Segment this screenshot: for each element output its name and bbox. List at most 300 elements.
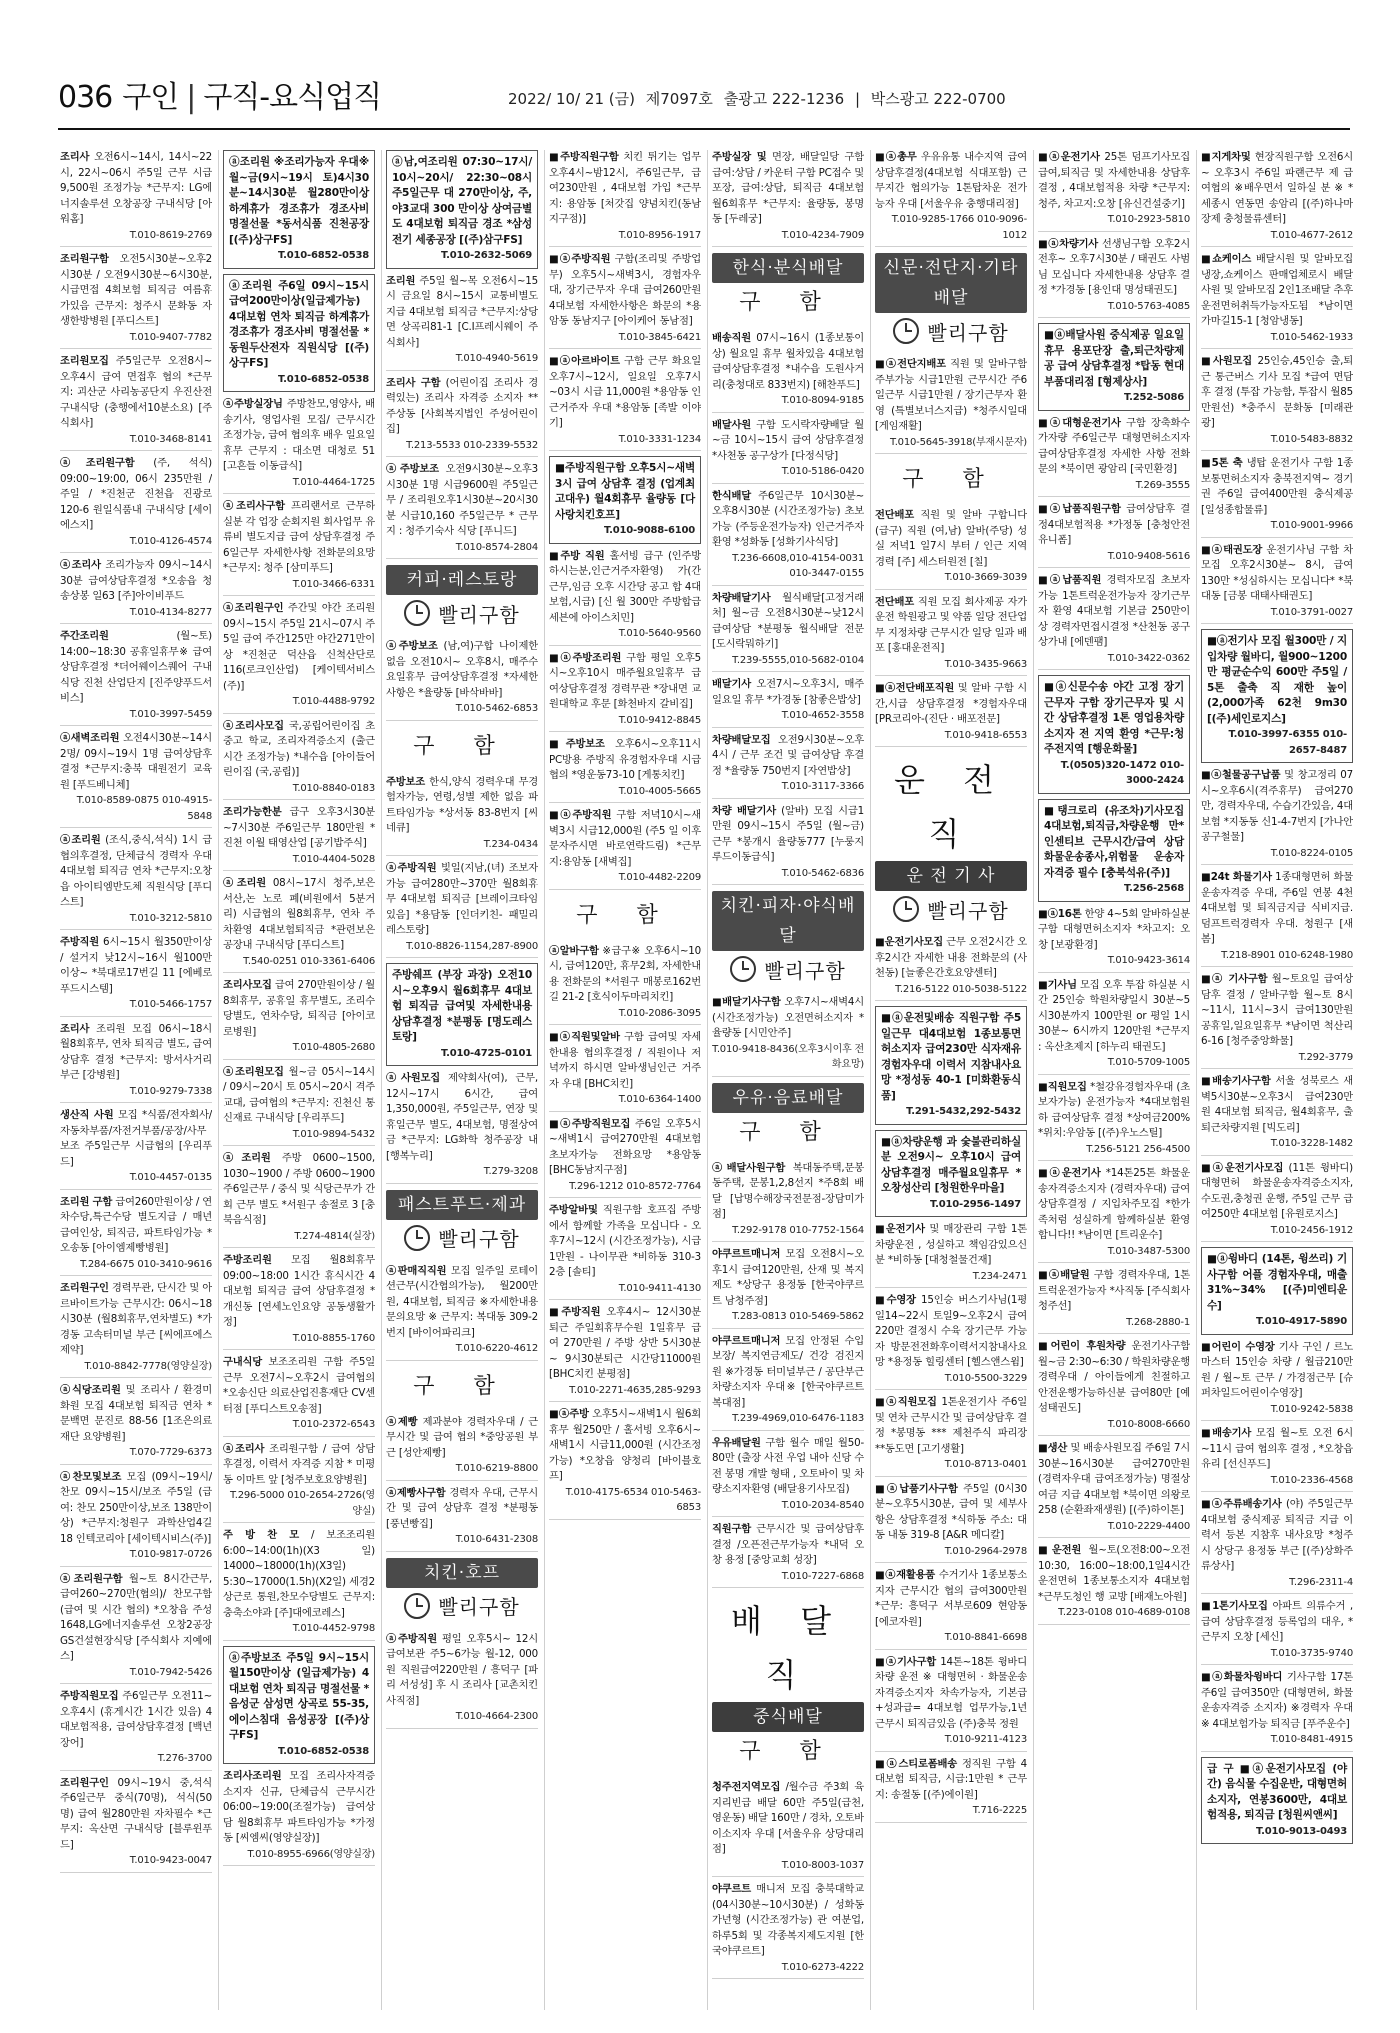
classified-ad xyxy=(1201,972,1353,1069)
ad-title: ■ⓐ대형운전기사 xyxy=(1038,416,1121,429)
ad-title: ■ⓐ화물차윙바디 xyxy=(1201,1671,1283,1683)
ad-body: 프리랜서로 근무하실분 각 업장 순회지원 회사업무 유류비 별도지급 급여 상담후결정 주6일근무 자세한사항 전화문의요망 *근무지: 청주 [삼미푸드] xyxy=(223,500,375,574)
ad-title: ⓐ조리사 xyxy=(223,1442,265,1455)
ad-title: ■주방직원 xyxy=(549,1306,601,1318)
ad-body: 오후4시~ 12시30분퇴근 주일회휴무수원 1일휴무 급여 270만원 / 주방 상반 5시30분~ 9시30분퇴근 시간당11000원 [BHC치킨 분평점] xyxy=(549,1306,701,1380)
ad-title: 조리사조리원 xyxy=(223,1770,282,1782)
urgent-hire-label: 빨리구함 xyxy=(875,313,1027,349)
ad-title: 급 구 ■ⓐ운전기사모집 xyxy=(1207,1762,1326,1775)
ad-title: ■ⓐ주방 xyxy=(549,1408,589,1420)
ad-body: 오전9시30분~오후4시 / 근무 조건 및 급여상담 후결정 *율량동 750번지 [자연밥상] xyxy=(712,733,864,777)
classified-ad xyxy=(875,1757,1027,1823)
ad-body: 평일 오후5시~ 12시 급여보관 주5~6가능 월-12, 000원 직원급여220만원 / 흥덕구 [파리 서성성] 후 시 조리사 [교촌치킨 사직점] xyxy=(386,1632,538,1707)
classified-ad xyxy=(386,1264,538,1361)
ad-phone: T.239-4969,010-6476-1183 xyxy=(732,1413,864,1424)
ad-title: ■ⓐ운전기사 xyxy=(1038,151,1100,163)
ad-body: (월~토) 14:00~18:30 공휴일휴무※ 급여상담후결정 *더어웨이스퀘어 구내식당 진천 산업단지 [진주양푸드서비스] xyxy=(60,630,212,704)
ad-phone: T.239-5555,010-5682-0104 xyxy=(732,654,864,666)
ad-body: (주, 석식) 09:00~19:00, 06시 235만원 / 주일 / *진천군 진천읍 진광로 120-6 원일식품내 구내식당 [세이에스지] xyxy=(60,457,212,531)
ad-body: 경력무관, 단시간 및 아르바이트가능 근무시간: 06시~18시30분 (월8회휴무,연차별도) *가경동 고속터미널 부근 [씨에프에스제약] xyxy=(60,1282,212,1356)
ad-phone: T.010-5186-0420 xyxy=(781,466,864,477)
section-delivery-etc xyxy=(875,253,1027,349)
classified-ad xyxy=(1201,354,1353,451)
classified-ad xyxy=(60,833,212,930)
classified-ad xyxy=(223,805,375,871)
classified-ad xyxy=(549,1203,701,1300)
classified-ad xyxy=(1201,252,1353,349)
ad-title: ■ⓐ주방직원모집 xyxy=(549,1117,631,1130)
ad-body: 오전9시30분~오후3시30분 1명 시급9600원 주5일근무 / 조리원오후1시30분~20시30분 시급10,160 주5일근무 * 근무지 : 청주기숙사 식당 [푸니드] xyxy=(386,463,538,537)
urgent-hire-label: 빨리구함 xyxy=(386,1588,538,1624)
section-band: 운 전 기 사 xyxy=(875,861,1027,891)
ad-title: ■ⓐ배달원 xyxy=(1038,1269,1090,1281)
ad-title: ■ⓐ신문수송 xyxy=(1044,681,1108,693)
ad-title: ⓐ판매직직원 xyxy=(386,1264,447,1277)
ad-phone: T.010-3791-0027 xyxy=(1270,606,1353,618)
ad-title: 조리원구인 xyxy=(60,1776,109,1789)
ad-phone: T.010-2372-6543 xyxy=(292,1419,375,1430)
ad-body: 오후5시~새벽1시 월6회 휴무 월250만 / 홀서빙 오후6시~새벽1시 시급11,000원 (시간조정가능) *오창읍 양청리 [바이블호프] xyxy=(549,1408,701,1482)
ad-title: ■배달기사구함 xyxy=(712,996,781,1008)
ad-body: (어린이집 조리사 경력있는) 조리사 자격증 소지자 **주상동 [사회복지법인 주성어린이집] xyxy=(386,376,538,435)
ad-phone: T.010-4134-8277 xyxy=(129,606,212,618)
ad-phone: T.010-7942-5426 xyxy=(129,1666,212,1678)
ad-body: 경력자모집 초보자가능 1톤트럭운전가능자 장기근무자 환영 4대보험 기본급 250만이상 경력자면접시결정 *산천동 공구상가내 [에덴팸] xyxy=(1038,574,1190,648)
ad-title: ■주방직원구함 xyxy=(549,151,619,163)
ad-title: ⓐ조리원 xyxy=(60,834,101,846)
classified-ad xyxy=(386,639,538,721)
ad-title: ■ⓐ전기사 xyxy=(1207,635,1258,647)
ad-phone: T.010-8094-9185 xyxy=(781,395,864,406)
ad-phone: T.010-9211-4123 xyxy=(944,1734,1027,1745)
ad-title: 조리사모집 xyxy=(223,979,272,991)
classified-ad xyxy=(549,808,701,890)
section-band: 치킨·호프 xyxy=(386,1558,538,1588)
ad-body: 주6일 09시~15시 급여200만이상(일급제가능) 4대보험 연차 퇴직금 하계휴가 경조휴가 경조사비 명절선물 *동원두산전자 직원식당 [(주)상구FS] xyxy=(229,279,369,369)
ad-phone: T.010-6852-0538 xyxy=(278,373,369,385)
ad-body: 모집 안정된 수입보장/ 복지연금제도/ 건강 검진지원 ※가경동 터미널부근 / 공단부근 차량소지자 우대※ [한국야쿠르트 복대점] xyxy=(712,1334,864,1409)
classified-ad xyxy=(386,274,538,371)
classified-ad xyxy=(60,1022,212,1104)
ad-title: 전단배포 xyxy=(875,595,914,608)
ad-phone: T.010-9894-5432 xyxy=(292,1128,375,1140)
ad-title: ⓐ조리원구함 xyxy=(60,1572,123,1585)
ad-phone: T.296-2311-4 xyxy=(1289,1576,1353,1588)
ad-phone: T.010-2086-3095 xyxy=(618,1007,701,1019)
classified-ad xyxy=(712,331,864,413)
ad-title: 구내식당 xyxy=(223,1356,262,1368)
ad-phone: T.010-3997-5459 xyxy=(129,708,212,720)
classified-ad xyxy=(1201,1599,1353,1665)
classified-ad xyxy=(1201,150,1353,247)
classified-ad xyxy=(549,1305,701,1402)
ad-body: 조리원구함 / 급여 상담후결정, 이력서 자격증 지참 * 미평동 이마트 앞 [청주보호요양병원] xyxy=(223,1442,375,1486)
classified-ad xyxy=(549,354,701,451)
ad-title: ⓐ주방직원 xyxy=(386,862,437,874)
ad-body: 월~토요일 급여상담후 결정 / 알바구함 월~토 8시~11시, 11시~3시 급여130만원 공휴일,일요일휴무 *남이면 척산리 6-16 [청주중앙화물] xyxy=(1201,973,1353,1047)
ad-body: 보조조리원 구함 주5일근무 오전7시~오후2시 급여협의 *오송신단 의료산업진흥재단 CV센터점 [푸디스트오송점] xyxy=(223,1356,375,1415)
category-name: 구직-요식업직 xyxy=(203,80,382,115)
classified-ad xyxy=(60,1689,212,1771)
classified-ad xyxy=(386,1486,538,1552)
column-4 xyxy=(549,150,701,2010)
ad-title: 배달사원 xyxy=(712,418,751,431)
ad-title: ⓐ조리원 xyxy=(229,156,270,168)
ad-title: ⓐ조리사구함 xyxy=(223,500,285,512)
ad-phone: T.010-4126-4574 xyxy=(129,535,212,547)
ad-title: 배달기사 xyxy=(712,678,751,690)
classified-ad xyxy=(386,462,538,559)
ad-body: 운전기사구함 월~금 2:30~6:30 / 학원차량운행경력우대 / 아이들에게 친절하고 안전운행가능하신분 급여80만 [예섬태권도] xyxy=(1038,1340,1190,1414)
ad-phone: T.010-3735-9740 xyxy=(1270,1647,1353,1659)
ad-title: ⓐ배달사원구함 xyxy=(712,1161,786,1174)
ad-title: ■ⓐ전단지배포 xyxy=(875,358,946,370)
ad-phone: T.010-7227-6868 xyxy=(781,1570,864,1582)
ad-body: 07시~16시 (1종보통이상) 월요일 휴무 월차있음 4대보험 급여상담후결정 *내수읍 도원사거리(충청대로 833번지) [해찬푸드] xyxy=(712,332,864,391)
ad-body: 복대동주택,문봉동주택, 문봉1,2,8선지 *주8회 배달 [납명수해장국전문점-장담미가점] xyxy=(712,1161,864,1220)
classified-ad xyxy=(875,1655,1027,1752)
ad-title: ■ⓐ총무 xyxy=(875,151,917,163)
classified-ad xyxy=(223,1528,375,1641)
ad-phone: T.010-2034-8540 xyxy=(781,1499,864,1511)
ad-body: (야) 주5일근무 4대보험 중식제공 퇴직금 지급 이력서 등본 지참후 내사요망 *청주시 상당구 용정동 부근 [(주)상화주류상사] xyxy=(1201,1498,1353,1572)
ad-title: ■ⓐ배달사원 xyxy=(1044,329,1106,341)
ad-title: ■ⓐ납품직원구함 xyxy=(1038,503,1121,515)
ad-body: 오전5시30분~오후2시30분 / 오전9시30분~6시30분, 시급면접 4회보험 퇴직금 여름휴가있음 근무지: 청주시 문화동 자생한방병원 [푸디스트] xyxy=(60,253,212,327)
classified-ad xyxy=(386,150,538,269)
ad-body: 서울 성북로스 새벽5시30분~오후3시 급여230만원 4대보험 퇴직금, 월4회휴무, 출퇴근차량지원 [빅도리] xyxy=(1201,1075,1353,1134)
ad-body: 25인승,45인승 출,퇴근 통근버스 기사 모집 *급여 면담 후 결정 (투잡 가능함, 투잡시 월85만원선) *충주시 문화동 [미래관광] xyxy=(1201,355,1353,429)
ad-title: 야쿠르트매니저 xyxy=(712,1248,781,1260)
ad-title: 주 방 찬 모 xyxy=(223,1529,299,1541)
ad-body: 모집 *식품/전자회사/자동차부품/자전거부품/공장/사무보조 주5일근무 시급협의 [우리푸드] xyxy=(60,1109,212,1168)
column-7 xyxy=(1038,150,1190,2010)
ad-phone: T.234-0434 xyxy=(483,838,538,850)
section-coffee xyxy=(386,565,538,631)
classified-ad xyxy=(223,150,375,269)
ad-phone: T.010-9412-8845 xyxy=(618,714,701,726)
classified-ad xyxy=(60,1281,212,1378)
ad-phone: T.010-3331-1234 xyxy=(618,433,701,445)
ad-phone: T.010-9001-9966 xyxy=(1270,520,1353,531)
ad-body: 및 배송사원모집 주6일 7시30분~16시30분 급여270만원 (경력자우대 급여조정가능) 명절상여금 지급 4대보험 *북이면 의왕로 258 (순환좌재생원) [(주)하이톤] xyxy=(1038,1442,1190,1516)
ad-body: (부장 과장) 오전10시~오후9시 월6회휴무 4대보험 퇴직금 급여및 자세한내용 상담후결정 *분평동 [명도레스토랑] xyxy=(392,969,532,1043)
classified-ad xyxy=(549,944,701,1026)
classified-ad xyxy=(712,1161,864,1243)
ad-phone: T.010-4664-2300 xyxy=(455,1711,538,1722)
classified-ad xyxy=(223,1442,375,1524)
classified-ad xyxy=(712,1882,864,1979)
ad-title: ■ⓐ차량기사 xyxy=(1038,237,1099,250)
ad-phone: T.010-2229-4400 xyxy=(1107,1520,1190,1532)
ad-body: 면장, 배달일당 구함 급여:상담 / 카운터 구함 PC접수 및 포장, 급여:상담, 퇴직금 4대보험 월6회휴무 *근무지: 율량동, 봉명동 [두레궁] xyxy=(712,151,864,225)
ad-body: 14톤~18톤 윙바디차량 운전 ※ 대형면허 · 화물운송자격증소지자 차속가능자, 기본급+성과급= 4대보험 업무가능,1년근무시 퇴직금있음 (주)충북 정원 xyxy=(875,1655,1027,1730)
classified-ad xyxy=(1038,323,1190,411)
ad-title: ⓐ남,여조리원 xyxy=(392,156,458,168)
ad-title: ■운전기사 xyxy=(875,1223,925,1235)
ad-body: 매니저 모집 충북대학교(04시30분~10시30분) / 성화동 가년형 (시간조정가능) 관 여분업, 하루5회 및 각종복지제도지원 [한국야쿠르트] xyxy=(712,1883,864,1957)
ad-body: (조식,중식,석식) 1시 급협의후결정, 단체급식 경력자 우대 4대보험 퇴직금 연차 *근무지:오창읍 아이티엠반도체 직원식당 [푸디스트] xyxy=(60,834,212,908)
ad-title: ■1톤기사모집 xyxy=(1201,1600,1268,1612)
ad-body: 08시~17시 청주,보은 서산,논 노로 폐(비원에서 5분거리) 시급협의 월8회휴무, 연차 주차환영 4대보험퇴직금 *관련보은공장내 구내식당 [푸디스트] xyxy=(223,877,375,951)
ad-body: 오후5시~새벽3시 급여 상담후 결정 (업계최고대우) 월4회휴무 율량동 [다사랑치킨호프] xyxy=(555,462,695,521)
section-korean-food: 한식·분식배달 구 함 xyxy=(712,253,864,323)
ad-title: ⓐ찬모및보조 xyxy=(60,1470,122,1483)
ad-phone: T.010-6219-8800 xyxy=(455,1463,538,1474)
ad-title: ■ⓐ주방직원 xyxy=(549,253,611,265)
ad-phone: T.256-2568 xyxy=(1124,883,1184,894)
classified-ad xyxy=(386,1071,538,1184)
ad-title: 조리원 구함 xyxy=(60,1195,113,1208)
classified-ad xyxy=(875,1293,1027,1390)
ad-title: 우유배달원 xyxy=(712,1436,761,1449)
ad-body: 한식,양식 경력우대 무경험자가능, 연령,성별 제한 없음 파트타임가능 *상서동 83-8번지 [씨네큐] xyxy=(386,775,538,834)
classified-ad xyxy=(1038,675,1190,794)
ad-body: 급구 오후3시30분~7시30분 주6일근무 180만원 *진천 이월 태영산업 [공기밥주식] xyxy=(223,806,375,849)
classified-ad xyxy=(875,595,1027,677)
section-hire: 구 함 xyxy=(902,467,1000,492)
column-3 xyxy=(386,150,538,2010)
ad-title: ⓐ사원모집 xyxy=(386,1072,440,1084)
classified-ad xyxy=(712,1247,864,1329)
ad-body: /월수금 주3회 육지리빈급 배달 60만 주5일(급천,영운동) 배달 160만 / 경차, 오토바이소지자 우대 [서울우유 상당대리점] xyxy=(712,1781,864,1855)
ad-body: 및 창고정리 07시~오후6시(격주휴무) 급여270만, 경력자우대, 수습기간있음, 4대보험 *지동동 신1-4-7번지 [가나안공구철물] xyxy=(1201,769,1353,843)
classified-ad xyxy=(223,978,375,1060)
ad-title: 조리사 xyxy=(60,1022,90,1035)
ad-phone: T.010-9407-7782 xyxy=(129,331,212,343)
classified-ad xyxy=(386,775,538,857)
classified-ad xyxy=(1201,543,1353,625)
clock-icon xyxy=(404,600,430,626)
ad-body: 운전기사님 구함 차 모집 오후2시30분~ 8시, 급여 130만 *성심하시는 모십니다* *북대동 [금봉 대태사태권도] xyxy=(1201,543,1353,602)
ad-body: 근무 오전2시간 오후2시간 자세한 내용 전화문의 (사천동) [늘좋은간호요양센터] xyxy=(875,936,1027,979)
ad-phone: T.010-9817-0726 xyxy=(129,1549,212,1560)
ad-body: 오후6시~오후11시 PC방용 주방직 유경험자우대 시급협의 *영운동73-10 [게통치킨] xyxy=(549,738,701,781)
ad-title: 직원구함 xyxy=(712,1523,751,1535)
ad-phone: T.223-0108 010-4689-0108 xyxy=(1058,1607,1190,1618)
classified-ad xyxy=(60,354,212,451)
ad-phone: T.010-5462-1933 xyxy=(1270,331,1353,343)
ad-body: 및 조리사 / 환경미화원 모집 4대보험 퇴직금 연차 *문백면 문진로 88-56 [1조은의료재단 요양병원] xyxy=(60,1384,212,1443)
classified-ad xyxy=(1201,1247,1353,1335)
ad-phone: T.010-9088-6100 xyxy=(604,525,695,536)
ad-title: ■배송기사 xyxy=(1201,1427,1252,1439)
ad-body: 수거기사 1종보통소지자 근무시간 협의 급여300만원 *근무: 흥덕구 서부로609 현암동 [에코자원] xyxy=(875,1569,1027,1628)
ad-body: 모집 월300만 / 지입차량 월바디, 월900~1200만 평균순수익 600만 주5일 / 5톤 출축 직 재한 높이 (2,000가족 62천 9m30 [(주)세인로지스] xyxy=(1207,635,1347,725)
classified-ad xyxy=(549,651,701,733)
ad-title: 주간조리원 xyxy=(60,630,109,642)
classified-ad xyxy=(549,1407,701,1520)
ad-title: ■ⓐ윙바디 xyxy=(1207,1253,1258,1265)
ad-title: ⓐ조리원 xyxy=(223,877,267,889)
ad-body: 월~토(오전8:00~오전10:30, 16:00~18:00,1일4시간 운전면허 1종보통소지자 4대보험 *근무도청인 행 교방 [배재노아원] xyxy=(1038,1544,1190,1603)
ad-body: 구함 월수 매일 월50-80만 (출장 사전 우업 내아 신당 수전 봉명 개발 형태 , 오토바이 및 차량소지자환영 (배달용기사모집) xyxy=(712,1436,864,1495)
ad-body: 근무시간 및 급여상담후결정 /오픈전근무가능자 *내덕 오창 용정 [중앙교회 성장] xyxy=(712,1523,864,1566)
ad-phone: T.279-3208 xyxy=(483,1166,538,1177)
ad-phone: T.252-5086 xyxy=(1124,392,1184,403)
column-6 xyxy=(875,150,1027,2010)
ad-phone: T.010-8840-0183 xyxy=(292,782,375,794)
ad-phone: T.010-8008-6660 xyxy=(1107,1418,1190,1430)
ad-title: ■ⓐ16톤 xyxy=(1038,907,1082,920)
classified-ad xyxy=(223,1355,375,1437)
classified-ad xyxy=(386,963,538,1066)
clock-icon xyxy=(893,896,919,922)
ad-body: 오후7시~새벽4시(시간조정가능) 오전면허소지자 *율량동 [시민안주] xyxy=(712,996,864,1039)
ad-phone: T.010-8003-1037 xyxy=(781,1859,864,1871)
ad-body: 모집 월8회휴무 09:00~18:00 1시간 휴식시간 4대보험 퇴직금 급여 상담후결정 *개신동 [연세노인요양 공동생활가정] xyxy=(223,1254,375,1328)
urgent-hire-label: 빨리구함 xyxy=(386,1220,538,1256)
ad-phone: T.010-8481-4915 xyxy=(1270,1734,1353,1745)
section-driving: 운 전 직 운 전 기 사 빨리구함 xyxy=(875,753,1027,927)
section-fastfood xyxy=(386,1190,538,1256)
classified-ad xyxy=(1038,1339,1190,1436)
ad-phone: T.010-2271-4635,285-9293 xyxy=(569,1384,701,1396)
ad-body: 급여상담후 결정4대보험적용 *가정동 [충청안전유니폼] xyxy=(1038,503,1190,546)
ad-phone: T.292-3779 xyxy=(1298,1051,1353,1063)
ad-body: 직원 및 알바구함 주부가능 시급1만원 근무시간 주6일근무 시급1만원 / 장기근무자 환영 (특별보너스지급) *청주시일대 [게임재활] xyxy=(875,358,1027,432)
ad-body: 직원구함 호프집 주방에서 함께할 가족을 모십니다 - 오후7시~12시 (시간조정가능), 시급1만원 - 나이무관 *비하동 310-3 2층 [솔티] xyxy=(549,1204,701,1278)
classified-ad xyxy=(1038,799,1190,902)
ad-title: 야쿠르트매니저 xyxy=(712,1334,781,1347)
issue-info: 2022/ 10/ 21 (금) 제7097호 출광고 222-1236 | 박스광고 222-0700 xyxy=(508,90,1006,108)
ad-title: ⓐ조리원구인 xyxy=(223,602,284,614)
ad-body: 조리원 모집 06시~18시 월8회휴무, 연차 퇴직금 별도, 급여 상담후 결정 *근무지: 방서사거리 부근 [강병원] xyxy=(60,1022,212,1081)
classified-ad xyxy=(386,861,538,958)
classified-ad xyxy=(549,737,701,803)
ad-phone: T.010-3845-6421 xyxy=(618,331,701,343)
column-divider xyxy=(218,150,219,2010)
ad-title: 주방알바및 xyxy=(549,1204,598,1216)
ad-phone: T.010-3669-3039 xyxy=(944,572,1027,583)
ad-phone: T.010-4940-5619 xyxy=(455,353,538,364)
ad-title: ⓐ알바구함 xyxy=(549,944,599,957)
ad-phone: T.010-4452-9798 xyxy=(292,1623,375,1634)
ad-body: 홀서빙 급구 (인주방하시는분,인근거주자환영) 가(간 근무,임금 오후 시간당 공고 합 4대보험,시급) [신 월 300만 주방합급 세븐에 아이스치민] xyxy=(549,549,701,624)
ad-phone: T.010-3466-6331 xyxy=(292,578,375,590)
ad-title: ■주방 직원 xyxy=(549,549,605,562)
ad-phone: T.010-8619-2769 xyxy=(129,229,212,241)
ad-title: 전단배포 xyxy=(875,509,914,521)
ad-title: ■ⓐ차량운행 xyxy=(881,1135,943,1148)
ad-title: 주방쉐프 xyxy=(392,969,433,981)
classified-ad xyxy=(60,1776,212,1873)
ad-phone: T.216-5122 010-5038-5122 xyxy=(895,983,1027,995)
ad-phone: T.010-2632-5069 xyxy=(441,250,532,261)
ad-phone: T.010-3228-1482 xyxy=(1270,1138,1353,1149)
classified-ad xyxy=(1038,1166,1190,1263)
ad-title: 주방조리원 xyxy=(223,1254,272,1266)
ad-body: 제약회사(여), 근무, 12시~17시 6시간, 급여 1,350,000원, 주5일근무, 연장 및 휴일근무 별도, 4대보험, 명절상여금 *근무지: LG화학 청주공장 내 [행복누리] xyxy=(386,1072,538,1162)
ad-title: 배송직원 xyxy=(712,332,751,344)
page-title: 036 구인 | 구직-요식업직 xyxy=(58,80,382,115)
ad-body: / 보조조리원 6:00~14:00(1h)(X3 일) 14000~18000(1h)(X3일) 5:30~17000(1.5h)(X2일) 세경2상근로 통원,찬모수당별도 근무지:충축소야과 [주]대에코레스] xyxy=(223,1529,375,1619)
ad-title: ⓐ주방직원 xyxy=(386,1632,438,1645)
ad-phone: T.283-0813 010-5469-5862 xyxy=(732,1311,864,1322)
ad-title: ■ⓐ재활용품 xyxy=(875,1569,936,1581)
ad-body: 월식배달[고정거래처] 월~금 오전8시30분~낮12시 급여상담 *분평동 월식배달 전문 [도시락뭐하기] xyxy=(712,591,864,650)
ad-phone: T.010-9423-3614 xyxy=(1107,955,1190,966)
ad-title: 조리사 구함 xyxy=(386,376,441,389)
ad-body: 기사구함 17톤 주6일 급여350만 (대형면허, 화물운송자격증 소지자) ※경력자 우대 ※ 4대보험가능 퇴직금 [푸주운수] xyxy=(1201,1671,1353,1730)
ad-body: 주방 0600~1500, 1030~1900 / 주방 0600~1900 주6일근무 / 중식 및 식당근무가 간 회 근무 별도 *서원구 송절로 3 [충북음식점] xyxy=(223,1152,375,1226)
ad-title: 조리사 xyxy=(60,151,90,163)
ad-body: 1톤운전기사 주6일 및 연차 근무시간 및 급여상담후 결정 *봉명동 *** 제천주식 파리장 **동도면 [고기생활] xyxy=(875,1396,1027,1455)
ad-phone: T.234-2471 xyxy=(972,1270,1027,1282)
ad-phone: T.010-4652-3558 xyxy=(781,710,864,721)
section-band: 우유·음료배달 xyxy=(712,1083,864,1113)
classified-ad xyxy=(875,1222,1027,1288)
ad-title: ⓐ주방보조 xyxy=(386,463,439,475)
classified-ad xyxy=(386,376,538,458)
classified-ad xyxy=(223,1646,375,1765)
ad-title: ⓐ주방실장님 xyxy=(223,398,283,410)
ad-title: ⓐ조리사모집 xyxy=(223,719,284,732)
ad-body: 급여260만원이상 / 연차수당,특근수당 별도지급 / 매년 급여인상, 퇴직금, 파트타임가능 *오송동 [아이엠제빵병원] xyxy=(60,1195,212,1254)
classified-ad xyxy=(549,1030,701,1112)
ad-phone: T.010-5466-1757 xyxy=(129,999,212,1010)
ad-title: 야쿠르트 xyxy=(712,1883,751,1895)
classified-ad xyxy=(875,508,1027,590)
ad-title: ■ⓐ전단배포직원 xyxy=(875,682,955,694)
issue-number: 제7097호 xyxy=(645,90,713,108)
classified-ad xyxy=(1038,1268,1190,1334)
ad-body: 한양 4~5회 알바하실분 구함 대형면허소지자 *차고지: 오창 [보광환경] xyxy=(1038,907,1190,951)
ad-phone: T.010-3422-0362 xyxy=(1107,652,1190,664)
classified-ad xyxy=(60,1195,212,1277)
ad-phone: T.010-9285-1766 010-9096-1012 xyxy=(891,214,1027,241)
urgent-hire-label: 빨리구함 xyxy=(875,891,1027,927)
ad-body: 현장직원구함 오전6시~ 오후3시 주6일 파랜근무 제 급여협의 ※배우면서 일하실 분 ※ *세종시 연동면 송암리 [(주)하나마장제 충청물류센터] xyxy=(1201,151,1353,225)
column-divider xyxy=(707,150,708,2010)
ad-body: 모집 일주일 로테이션근무(시간협의가능), 월200만원, 4대보험, 퇴직금 ※자세한내용 문의요망 ※ 근무지: 복대동 309-2번지 [바이어파리크] xyxy=(386,1264,538,1339)
ad-phone: T.010-2456-1912 xyxy=(1270,1224,1353,1236)
ad-phone: T.010-9279-7338 xyxy=(129,1085,212,1097)
classified-ad xyxy=(60,252,212,349)
ad-title: ■ⓐ철물공구납품 xyxy=(1201,769,1281,781)
ad-title: 주방실장 및 xyxy=(712,151,767,163)
ad-body: 오전6시~14시, 14시~22시, 22시~06시 주5일 근무 시급9,500원 조정가능 *근무지: LG에너지솔루션 오창공장 구내식당 [아워홈] xyxy=(60,151,212,225)
ad-phone: T.010-4464-1725 xyxy=(292,476,375,488)
ad-phone: T.010-8955-6966(영양실장) xyxy=(247,1848,375,1860)
classified-ad xyxy=(1201,1670,1353,1752)
ad-body: 구함 도시락자량배달 월~금 10시~15시 급여 상담후결정 *사천동 공구상가 [다정식당] xyxy=(712,418,864,462)
classified-ad xyxy=(1038,1080,1190,1162)
section-band: 패스트푸드·제과 xyxy=(386,1190,538,1220)
ad-body: 구함 근무 화요일 오후7시~12시, 일요일 오후7시~03시 시급 11,000원 *용암동 인근거주자 우대 *용암동 [족발 이야기] xyxy=(549,355,701,429)
ad-title: ■주방보조 xyxy=(549,738,605,750)
classified-ad xyxy=(223,601,375,714)
classified-ad xyxy=(1038,573,1190,670)
ad-phone: T.010-4404-5028 xyxy=(292,853,375,865)
classified-ad xyxy=(712,995,864,1077)
ad-body: 6시~15시 월350만이상 / 설거지 낮12시~16시 월100만이상~ *북대로17번길 11 [에베로 푸드시스템] xyxy=(60,936,212,995)
classified-ad xyxy=(223,499,375,596)
classified-ad xyxy=(1201,456,1353,538)
ad-phone: T.010-9423-0047 xyxy=(129,1855,212,1866)
section-hire: 구 함 xyxy=(413,733,511,759)
ad-title: ■기사님 xyxy=(1038,978,1077,991)
ad-body: 구함 장축화수가자량 주6일근무 대형면허소지자 급여상담후결정 자세한 사항 전화문의 *북이면 광암리 [국민환경] xyxy=(1038,416,1190,475)
ad-title: ■ⓐ운전기사 xyxy=(1038,1167,1101,1179)
ad-phone: T.010-5483-8832 xyxy=(1270,433,1353,445)
ad-phone: T.010-4677-2612 xyxy=(1270,229,1353,241)
classified-ad xyxy=(1038,150,1190,232)
ad-body: 25톤 덤프기사모집 급여,퇴직금 및 자세한내용 상담후결정 , 4대보험적용 차량 *근무지:청주, 차고지:오창 [유신건설중기] xyxy=(1038,151,1190,210)
ad-phone: T.010-5763-4085 xyxy=(1107,300,1190,312)
classified-ad xyxy=(1201,1074,1353,1156)
ad-phone: T.010-9418-8436(오후3시이후 전화요망) xyxy=(712,1043,864,1070)
